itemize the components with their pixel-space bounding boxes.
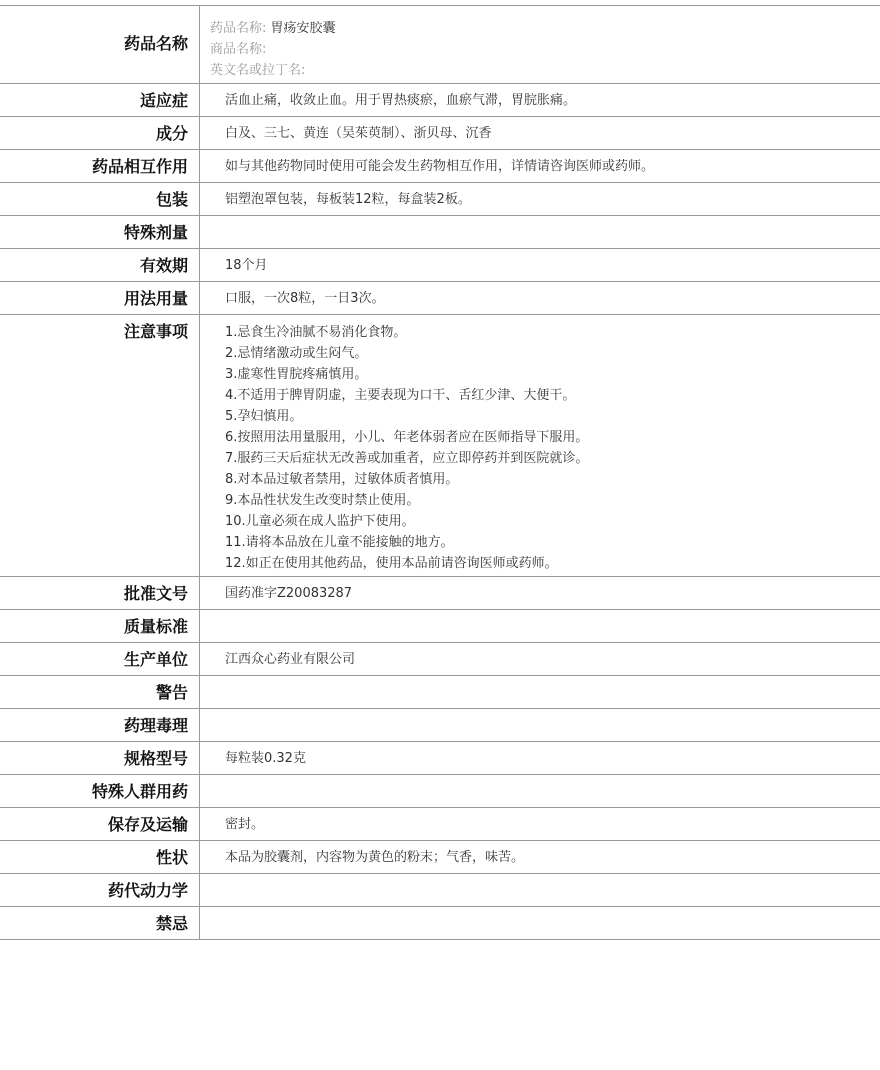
value-quality-standard bbox=[200, 610, 880, 642]
precaution-item: 4.不适用于脾胃阴虚，主要表现为口干、舌红少津、大便干。 bbox=[225, 388, 576, 403]
row-specification bbox=[0, 742, 880, 775]
value-precautions bbox=[200, 315, 880, 576]
value-pharmacology bbox=[200, 709, 880, 741]
label-approval-number: 批准文号 bbox=[0, 577, 200, 609]
row-special-groups bbox=[0, 775, 880, 808]
value-usage: 口服，一次8粒，一日3次。 bbox=[225, 291, 385, 306]
label-usage: 用法用量 bbox=[0, 282, 200, 314]
english-name-line bbox=[210, 60, 870, 81]
row-validity bbox=[0, 249, 880, 282]
label-warning: 警告 bbox=[0, 676, 200, 708]
value-approval-number: 国药准字Z20083287 bbox=[225, 586, 353, 601]
value-validity: 18个月 bbox=[225, 258, 268, 273]
trade-name-label: 商品名称: bbox=[210, 42, 267, 57]
label-contraindication: 禁忌 bbox=[0, 907, 200, 939]
value-manufacturer: 江西众心药业有限公司 bbox=[225, 652, 356, 667]
label-pharmacology: 药理毒理 bbox=[0, 709, 200, 741]
row-warning bbox=[0, 676, 880, 709]
english-name-label: 英文名或拉丁名: bbox=[210, 63, 306, 78]
label-pharmacokinetics: 药代动力学 bbox=[0, 874, 200, 906]
row-precautions bbox=[0, 315, 880, 577]
precaution-item: 12.如正在使用其他药品，使用本品前请咨询医师或药师。 bbox=[225, 556, 558, 571]
row-ingredients bbox=[0, 117, 880, 150]
label-validity: 有效期 bbox=[0, 249, 200, 281]
precaution-item: 6.按照用法用量服用，小儿、年老体弱者应在医师指导下服用。 bbox=[225, 430, 589, 445]
row-indication bbox=[0, 84, 880, 117]
row-package bbox=[0, 183, 880, 216]
row-usage bbox=[0, 282, 880, 315]
label-drug-name: 药品名称 bbox=[0, 6, 200, 83]
value-interaction: 如与其他药物同时使用可能会发生药物相互作用，详情请咨询医师或药师。 bbox=[225, 159, 655, 174]
label-indication: 适应症 bbox=[0, 84, 200, 116]
label-package: 包装 bbox=[0, 183, 200, 215]
label-interaction: 药品相互作用 bbox=[0, 150, 200, 182]
value-warning bbox=[200, 676, 880, 708]
value-drug-name bbox=[200, 6, 880, 83]
value-indication: 活血止痛，收敛止血。用于胃热痰瘀，血瘀气滞，胃脘胀痛。 bbox=[225, 93, 577, 108]
value-package: 铝塑泡罩包装，每板装12粒，每盒装2板。 bbox=[225, 192, 471, 207]
precaution-item: 3.虚寒性胃脘疼痛慎用。 bbox=[225, 367, 368, 382]
row-pharmacology bbox=[0, 709, 880, 742]
value-special-groups bbox=[200, 775, 880, 807]
row-manufacturer bbox=[0, 643, 880, 676]
value-specification: 每粒装0.32克 bbox=[225, 751, 306, 766]
value-pharmacokinetics bbox=[200, 874, 880, 906]
row-storage bbox=[0, 808, 880, 841]
precaution-item: 8.对本品过敏者禁用，过敏体质者慎用。 bbox=[225, 472, 459, 487]
label-storage: 保存及运输 bbox=[0, 808, 200, 840]
value-ingredients: 白及、三七、黄连（吴茱萸制）、浙贝母、沉香 bbox=[225, 126, 492, 141]
row-pharmacokinetics bbox=[0, 874, 880, 907]
row-contraindication bbox=[0, 907, 880, 940]
precaution-item: 1.忌食生冷油腻不易消化食物。 bbox=[225, 325, 407, 340]
row-special-dose bbox=[0, 216, 880, 249]
row-approval-number bbox=[0, 577, 880, 610]
label-special-groups: 特殊人群用药 bbox=[0, 775, 200, 807]
precaution-item: 9.本品性状发生改变时禁止使用。 bbox=[225, 493, 420, 508]
precaution-item: 5.孕妇慎用。 bbox=[225, 409, 303, 424]
generic-name-value: 胃疡安胶囊 bbox=[270, 21, 336, 36]
label-character: 性状 bbox=[0, 841, 200, 873]
value-character: 本品为胶囊剂，内容物为黄色的粉末；气香，味苦。 bbox=[225, 850, 525, 865]
precaution-item: 2.忌情绪激动或生闷气。 bbox=[225, 346, 368, 361]
label-special-dose: 特殊剂量 bbox=[0, 216, 200, 248]
label-precautions: 注意事项 bbox=[0, 315, 200, 576]
label-manufacturer: 生产单位 bbox=[0, 643, 200, 675]
precaution-item: 7.服药三天后症状无改善或加重者，应立即停药并到医院就诊。 bbox=[225, 451, 589, 466]
label-quality-standard: 质量标准 bbox=[0, 610, 200, 642]
value-storage: 密封。 bbox=[225, 817, 265, 832]
row-quality-standard bbox=[0, 610, 880, 643]
row-interaction bbox=[0, 150, 880, 183]
row-character bbox=[0, 841, 880, 874]
generic-name-line bbox=[210, 18, 870, 39]
label-ingredients: 成分 bbox=[0, 117, 200, 149]
value-special-dose bbox=[200, 216, 880, 248]
precaution-item: 11.请将本品放在儿童不能接触的地方。 bbox=[225, 535, 454, 550]
generic-name-label: 药品名称: bbox=[210, 21, 267, 36]
value-contraindication bbox=[200, 907, 880, 939]
label-specification: 规格型号 bbox=[0, 742, 200, 774]
row-drug-name bbox=[0, 6, 880, 84]
precaution-item: 10.儿童必须在成人监护下使用。 bbox=[225, 514, 415, 529]
drug-info-table bbox=[0, 5, 880, 940]
trade-name-line bbox=[210, 39, 870, 60]
